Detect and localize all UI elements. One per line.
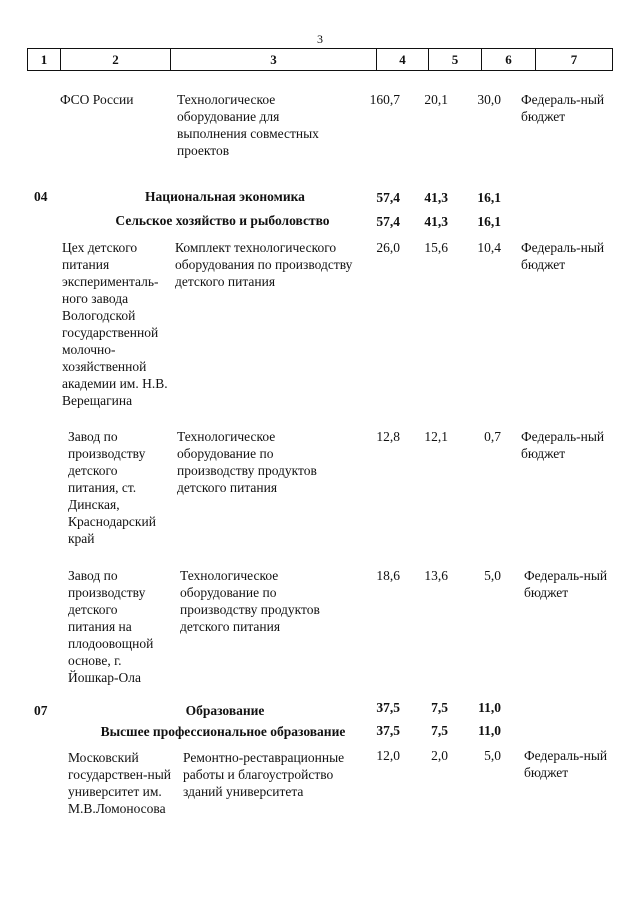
header-col-4: 4 xyxy=(377,49,429,70)
object-cell: Технологическое оборудование по производству продуктов детского питания xyxy=(177,429,317,495)
value-col5: 15,6 xyxy=(424,240,448,255)
value-col5: 12,1 xyxy=(424,429,448,444)
value-col6: 30,0 xyxy=(477,92,501,107)
section-code: 07 xyxy=(34,703,48,718)
value-col4: 12,0 xyxy=(376,748,400,763)
section-total-col6: 16,1 xyxy=(477,190,501,205)
subsection-total-col4: 57,4 xyxy=(376,214,400,229)
value-col6: 5,0 xyxy=(484,568,501,583)
page-number: 3 xyxy=(317,32,323,46)
value-col6: 10,4 xyxy=(477,240,501,255)
source-cell: Федераль-ный бюджет xyxy=(524,568,608,600)
object-cell: Комплект технологического оборудования по производству детского питания xyxy=(175,240,353,289)
object-cell: Технологическое оборудование для выполнения совместных проектов xyxy=(177,92,319,158)
section-total-col5: 41,3 xyxy=(424,190,448,205)
source-cell: Федераль-ный бюджет xyxy=(524,748,608,780)
recipient-cell: ФСО России xyxy=(60,92,134,107)
section-total-col5: 7,5 xyxy=(431,700,448,715)
subsection-total-col4: 37,5 xyxy=(376,723,400,738)
header-col-3: 3 xyxy=(171,49,377,70)
source-cell: Федераль-ный бюджет xyxy=(521,240,605,272)
recipient-cell: Завод по производству детского питания, ст. Динская, Краснодарский край xyxy=(68,429,156,546)
section-code: 04 xyxy=(34,189,48,204)
subsection-total-col5: 41,3 xyxy=(424,214,448,229)
value-col5: 13,6 xyxy=(424,568,448,583)
header-col-6: 6 xyxy=(482,49,536,70)
value-col5: 2,0 xyxy=(431,748,448,763)
value-col5: 20,1 xyxy=(424,92,448,107)
subsection-total-col5: 7,5 xyxy=(431,723,448,738)
source-cell: Федераль-ный бюджет xyxy=(521,92,605,124)
table-header xyxy=(27,48,613,71)
object-cell: Ремонтно-реставрационные работы и благоустройство зданий университета xyxy=(183,750,345,799)
recipient-cell: Московский государствен-ный университет им. М.В.Ломоносова xyxy=(68,750,172,816)
section-title: Национальная экономика xyxy=(145,189,305,204)
value-col4: 26,0 xyxy=(376,240,400,255)
section-total-col4: 37,5 xyxy=(376,700,400,715)
header-col-1: 1 xyxy=(28,49,61,70)
section-total-col6: 11,0 xyxy=(478,700,501,715)
section-title: Образование xyxy=(185,703,265,718)
value-col6: 0,7 xyxy=(484,429,501,444)
value-col6: 5,0 xyxy=(484,748,501,763)
value-col4: 160,7 xyxy=(369,92,400,107)
subsection-title: Сельское хозяйство и рыболовство xyxy=(115,213,330,228)
subsection-title: Высшее профессиональное образование xyxy=(100,724,346,739)
object-cell: Технологическое оборудование по производству продуктов детского питания xyxy=(180,568,320,634)
subsection-total-col6: 16,1 xyxy=(477,214,501,229)
recipient-cell: Цех детского питания эксперименталь-ного завода Вологодской государственной молочно-хозяйственной академии им. Н.В. Верещагина xyxy=(62,240,168,408)
value-col4: 18,6 xyxy=(376,568,400,583)
source-cell: Федераль-ный бюджет xyxy=(521,429,605,461)
subsection-total-col6: 11,0 xyxy=(478,723,501,738)
header-col-7: 7 xyxy=(570,51,578,67)
value-col4: 12,8 xyxy=(376,429,400,444)
section-total-col4: 57,4 xyxy=(376,190,400,205)
header-col-5: 5 xyxy=(429,49,482,70)
header-col-2: 2 xyxy=(61,49,171,70)
recipient-cell: Завод по производству детского питания на плодоовощной основе, г. Йошкар-Ола xyxy=(68,568,154,685)
